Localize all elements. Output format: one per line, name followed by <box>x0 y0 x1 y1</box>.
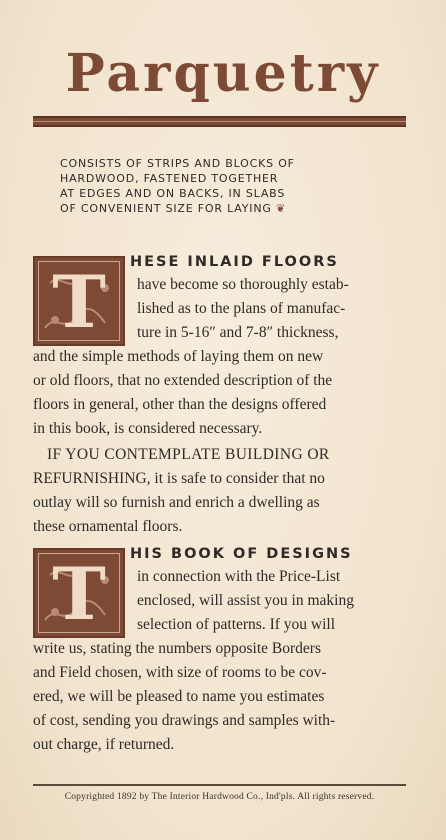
body-line: and Field chosen, with size of rooms to be cov- <box>33 664 327 681</box>
initial-letter: T <box>52 550 106 636</box>
body-line: write us, stating the numbers opposite Borders <box>33 640 321 657</box>
body-line: selection of patterns. If you will <box>137 616 336 633</box>
body-line: these ornamental floors. <box>33 518 183 535</box>
body-line: out charge, if returned. <box>33 736 175 753</box>
subtitle-block <box>60 156 390 216</box>
subtitle-line: AT EDGES AND ON BACKS, IN SLABS <box>60 187 286 200</box>
section-heading: HESE INLAID FLOORS <box>130 254 339 270</box>
body-line: of cost, sending you drawings and samples with- <box>33 712 336 729</box>
body-line: lished as to the plans of manufac- <box>137 300 346 317</box>
body-line: IF YOU CONTEMPLATE BUILDING OR <box>47 446 330 463</box>
body-line: ture in 5-16″ and 7-8″ thickness, <box>137 324 339 341</box>
decorated-initial-t-icon <box>33 548 125 638</box>
subtitle-line: HARDWOOD, FASTENED TOGETHER <box>60 172 279 185</box>
section-heading: HIS BOOK OF DESIGNS <box>130 546 353 562</box>
body-line: outlay will so furnish and enrich a dwelling as <box>33 494 320 511</box>
body-line: enclosed, will assist you in making <box>137 592 354 609</box>
section-book-of-designs <box>33 548 408 768</box>
body-line: have become so thoroughly estab- <box>137 276 349 293</box>
title-rule <box>33 116 406 127</box>
page-title: Parquetry <box>65 43 381 104</box>
body-line: REFURNISHING, it is safe to consider that no <box>33 470 325 487</box>
decorated-initial-t-icon <box>33 256 125 346</box>
body-line: in this book, is considered necessary. <box>33 420 263 437</box>
subtitle-line-last <box>60 201 390 216</box>
body-line: floors in general, other than the designs offered <box>33 396 327 413</box>
leaf-ornament-icon: ❦ <box>276 202 287 215</box>
body-line: or old floors, that no extended description of the <box>33 372 333 389</box>
subtitle-line-text: OF CONVENIENT SIZE FOR LAYING <box>60 202 272 215</box>
section-inlaid-floors <box>33 254 408 535</box>
body-line: ered, we will be pleased to name you estimates <box>33 688 325 705</box>
copyright-footer: Copyrighted 1892 by The Interior Hardwood Co., Ind'pls. All rights reserved. <box>64 792 375 802</box>
subtitle-line: CONSISTS OF STRIPS AND BLOCKS OF <box>60 157 295 170</box>
footer-rule <box>33 784 406 786</box>
initial-letter: T <box>52 258 106 344</box>
body-line: and the simple methods of laying them on new <box>33 348 324 365</box>
body-line: in connection with the Price-List <box>137 568 341 585</box>
